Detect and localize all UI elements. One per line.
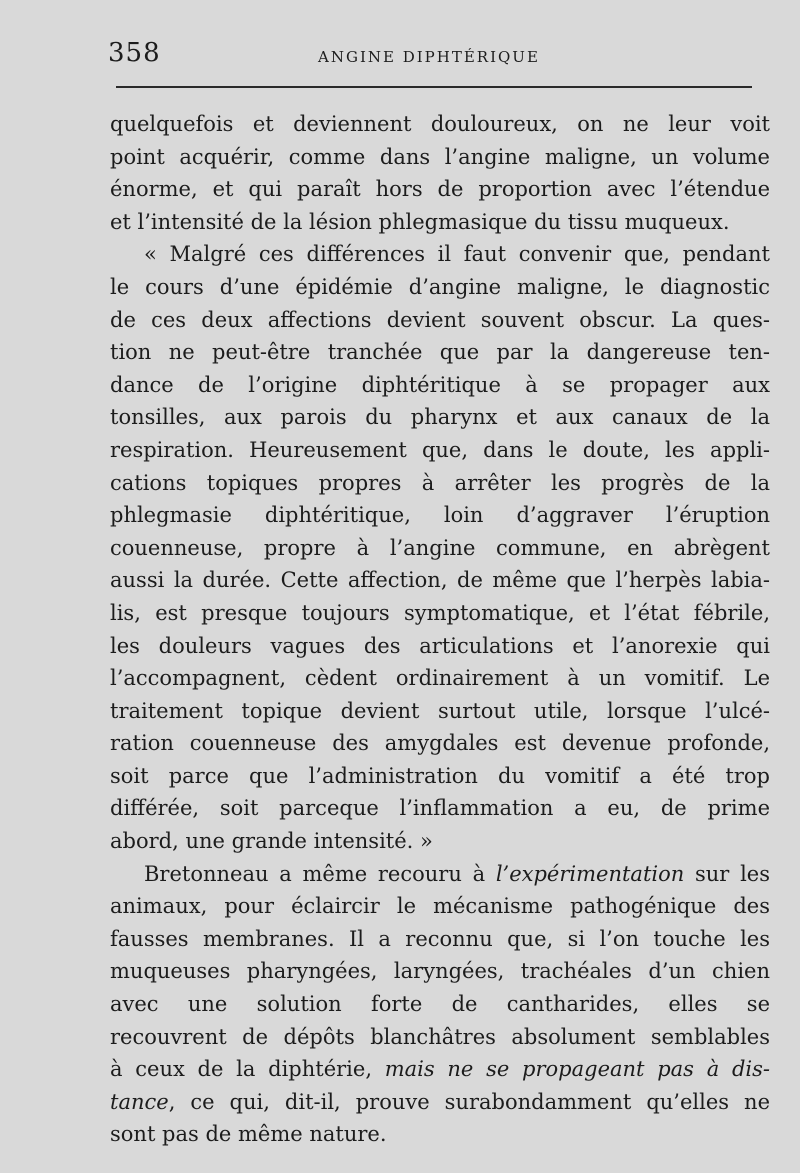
text-segment: l’accompagnent, cèdent ordinairement à un vomitif. Le — [110, 666, 770, 691]
text-line — [110, 695, 770, 728]
text-segment: phlegmasie diphtéritique, loin d’aggraver l’éruption — [110, 503, 770, 528]
text-segment: fausses membranes. Il a reconnu que, si l’on touche les — [110, 926, 770, 951]
text-line — [110, 792, 770, 825]
text-line — [110, 434, 770, 467]
body-text — [110, 108, 770, 1151]
text-line — [110, 467, 770, 500]
text-line — [110, 988, 770, 1021]
text-segment: , ce qui, dit-il, prouve surabondamment qu’elles ne — [168, 1089, 770, 1114]
text-segment: Bretonneau a même recouru à — [144, 861, 496, 886]
text-segment: différée, soit parceque l’inflammation a eu, de prime — [110, 796, 770, 821]
text-segment: muqueuses pharyngées, laryngées, trachéales d’un chien — [110, 959, 770, 984]
text-line — [110, 141, 770, 174]
text-line — [110, 173, 770, 206]
italic-text: tance — [110, 1089, 169, 1114]
text-line — [110, 369, 770, 402]
text-line — [110, 206, 770, 239]
text-segment: cations topiques propres à arrêter les progrès de la — [110, 470, 770, 495]
text-segment: quelquefois et deviennent douloureux, on ne leur voit — [110, 112, 770, 136]
page-header — [0, 38, 800, 78]
text-segment: lis, est presque toujours symptomatique, et l’état fébrile, — [110, 600, 770, 625]
text-line — [110, 499, 770, 532]
text-segment: avec une solution forte de cantharides, elles se — [110, 992, 770, 1017]
text-line — [110, 108, 770, 141]
text-line — [110, 1053, 770, 1086]
text-segment: à ceux de la diphtérie, — [110, 1057, 385, 1082]
text-line — [110, 825, 770, 858]
text-segment: énorme, et qui paraît hors de proportion avec l’étendue — [110, 177, 770, 202]
text-line — [110, 271, 770, 304]
text-line — [110, 890, 770, 923]
text-segment: point acquérir, comme dans l’angine maligne, un volume — [110, 144, 770, 169]
text-line — [110, 630, 770, 663]
text-line — [110, 336, 770, 369]
text-line — [110, 955, 770, 988]
text-segment: animaux, pour éclaircir le mécanisme pathogénique des — [110, 894, 770, 919]
text-line — [110, 923, 770, 956]
text-segment: et l’intensité de la lésion phlegmasique du tissu muqueux. — [110, 209, 730, 234]
page-number: 358 — [108, 38, 161, 68]
text-line — [110, 564, 770, 597]
text-line — [110, 858, 770, 891]
text-segment: de ces deux affections devient souvent obscur. La ques- — [110, 307, 770, 332]
text-line — [110, 1118, 770, 1151]
italic-text: mais ne se propageant pas à dis- — [384, 1057, 770, 1082]
text-segment: abord, une grande intensité. » — [110, 829, 433, 854]
text-segment: soit parce que l’administration du vomitif a été trop — [110, 763, 770, 788]
text-line — [110, 597, 770, 630]
text-line — [110, 238, 770, 271]
text-line — [110, 1021, 770, 1054]
text-segment: les douleurs vagues des articulations et l’anorexie qui — [110, 633, 770, 658]
text-line — [110, 662, 770, 695]
text-segment: recouvrent de dépôts blanchâtres absolument semblables — [110, 1024, 770, 1049]
text-line — [110, 1086, 770, 1119]
header-rule — [116, 86, 752, 88]
text-line — [110, 727, 770, 760]
text-line — [110, 304, 770, 337]
text-segment: dance de l’origine diphtéritique à se propager aux — [110, 372, 770, 397]
text-segment: aussi la durée. Cette affection, de même que l’herpès labia- — [110, 568, 770, 593]
text-segment: sont pas de même nature. — [110, 1122, 387, 1147]
text-segment: tion ne peut-être tranchée que par la dangereuse ten- — [110, 340, 770, 365]
italic-text: l’expérimentation — [495, 861, 685, 886]
text-segment: ration couenneuse des amygdales est devenue profonde, — [110, 731, 770, 756]
text-line — [110, 401, 770, 434]
text-segment: le cours d’une épidémie d’angine maligne, le diagnostic — [110, 274, 770, 299]
text-segment: couenneuse, propre à l’angine commune, en abrègent — [110, 535, 770, 560]
text-segment: tonsilles, aux parois du pharynx et aux canaux de la — [110, 405, 770, 430]
text-line — [110, 760, 770, 793]
text-segment: « Malgré ces différences il faut convenir que, pendant — [144, 242, 770, 267]
text-line — [110, 532, 770, 565]
text-segment: respiration. Heureusement que, dans le doute, les appli- — [110, 437, 770, 462]
text-segment: traitement topique devient surtout utile, lorsque l’ulcé- — [110, 698, 770, 723]
running-title: ANGINE DIPHTÉRIQUE — [318, 48, 540, 66]
text-segment: sur les — [684, 861, 770, 886]
